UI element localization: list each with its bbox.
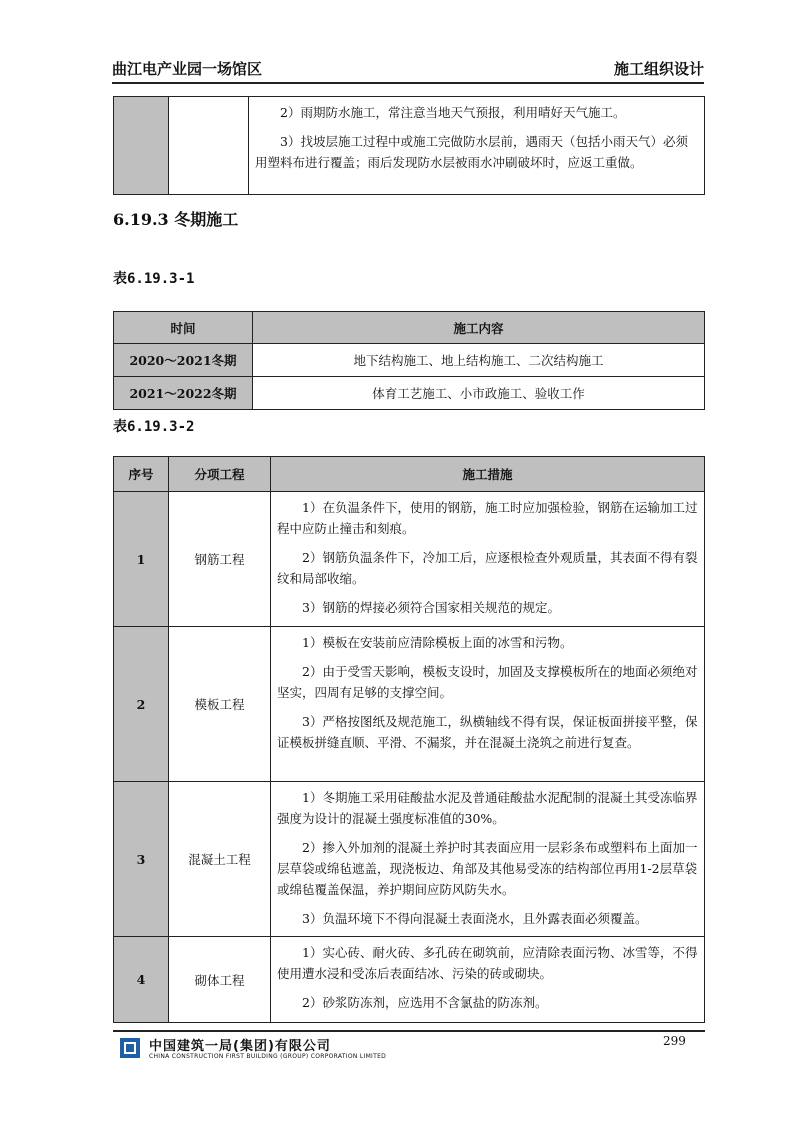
measures-cell: [271, 627, 705, 782]
measure-paragraph: 2）掺入外加剂的混凝土养护时其表面应用一层彩条布或塑料布上面加一层草袋或绵毡遮盖，现浇板边、角部及其他易受冻的结构部位再用1-2层草袋或绵毡覆盖保温，养护期间应防风防失水。: [277, 840, 698, 897]
page-footer: [113, 1030, 705, 1066]
winter-measures-table: [113, 456, 705, 1023]
header-period: 时间: [114, 312, 253, 344]
row-number: 4: [114, 937, 169, 1023]
category-cell: 砌体工程: [169, 937, 271, 1023]
table-row: [114, 937, 705, 1023]
row-number: 3: [114, 782, 169, 937]
row-number: 1: [114, 492, 169, 627]
section-heading: 6.19.3 冬期施工: [113, 210, 239, 229]
header-content: 施工内容: [253, 312, 705, 344]
company-name-en: CHINA CONSTRUCTION FIRST BUILDING (GROUP) CORPORATION LIMITED: [149, 1053, 387, 1060]
content-cell: 地下结构施工、地上结构施工、二次结构施工: [253, 344, 705, 377]
measure-paragraph: 1）冬期施工采用硅酸盐水泥及普通硅酸盐水泥配制的混凝土其受冻临界强度为设计的混凝土强度标准值的30%。: [277, 790, 698, 826]
continued-number-cell: [114, 97, 169, 195]
measure-paragraph: 3）钢筋的焊接必须符合国家相关规范的规定。: [302, 600, 560, 615]
measures-cell: [271, 782, 705, 937]
page-number: 299: [663, 1034, 686, 1048]
company-name-cn: 中国建筑一局(集团)有限公司: [149, 1039, 331, 1054]
row-number: 2: [114, 627, 169, 782]
table-row: [114, 782, 705, 937]
header-category: 分项工程: [169, 457, 271, 492]
document-title: 施工组织设计: [613, 60, 704, 78]
measure-paragraph: 2）雨期防水施工，常注意当地天气预报，利用晴好天气施工。: [280, 105, 626, 120]
measure-paragraph: 2）由于受雪天影响，模板支设时，加固及支撑模板所在的地面必须绝对坚实，四周有足够的支撑空间。: [277, 664, 698, 700]
winter-schedule-table: [113, 311, 705, 410]
measure-paragraph: 3）严格按图纸及规范施工，纵横轴线不得有误，保证板面拼接平整，保证模板拼缝直顺、平滑、不漏浆，并在混凝土浇筑之前进行复查。: [277, 714, 698, 750]
measure-paragraph: 2）钢筋负温条件下，冷加工后，应逐根检查外观质量，其表面不得有裂纹和局部收缩。: [277, 550, 698, 586]
category-cell: 模板工程: [169, 627, 271, 782]
measure-paragraph: 1）在负温条件下，使用的钢筋，施工时应加强检验，钢筋在运输加工过程中应防止撞击和刻痕。: [277, 500, 698, 536]
cscec-logo-icon: [120, 1038, 140, 1058]
measure-paragraph: 1）实心砖、耐火砖、多孔砖在砌筑前，应清除表面污物、冰雪等，不得使用遭水浸和受冻后表面结冰、污染的砖或砌块。: [277, 945, 698, 981]
measures-cell: [271, 937, 705, 1023]
table1-caption: 表6.19.3-1: [113, 271, 195, 287]
project-title: 曲江电产业园一场馆区: [112, 60, 263, 78]
header-number: 序号: [114, 457, 169, 492]
measures-cell: [271, 492, 705, 627]
continued-measures-cell: [249, 97, 705, 195]
measure-paragraph: 3）负温环境下不得向混凝土表面浇水，且外露表面必须覆盖。: [302, 911, 648, 926]
measure-paragraph: 1）模板在安装前应清除模板上面的冰雪和污物。: [302, 635, 573, 650]
table2-caption: 表6.19.3-2: [113, 419, 195, 435]
category-cell: 混凝土工程: [169, 782, 271, 937]
period-cell: 2021～2022冬期: [114, 377, 253, 410]
continued-table: [113, 96, 705, 195]
table-row: [114, 627, 705, 782]
category-cell: 钢筋工程: [169, 492, 271, 627]
page-header: [112, 58, 704, 84]
continued-category-cell: [169, 97, 249, 195]
table-row: [114, 344, 705, 377]
content-cell: 体育工艺施工、小市政施工、验收工作: [253, 377, 705, 410]
measure-paragraph: 2）砂浆防冻剂，应选用不含氯盐的防冻剂。: [302, 995, 548, 1010]
table-row: [114, 492, 705, 627]
period-cell: 2020～2021冬期: [114, 344, 253, 377]
header-measures: 施工措施: [271, 457, 705, 492]
table-row: [114, 377, 705, 410]
measure-paragraph: 3）找坡层施工过程中或施工完做防水层前，遇雨天（包括小雨天气）必须用塑料布进行覆盖；雨后发现防水层被雨水冲刷破坏时，应返工重做。: [255, 134, 688, 170]
